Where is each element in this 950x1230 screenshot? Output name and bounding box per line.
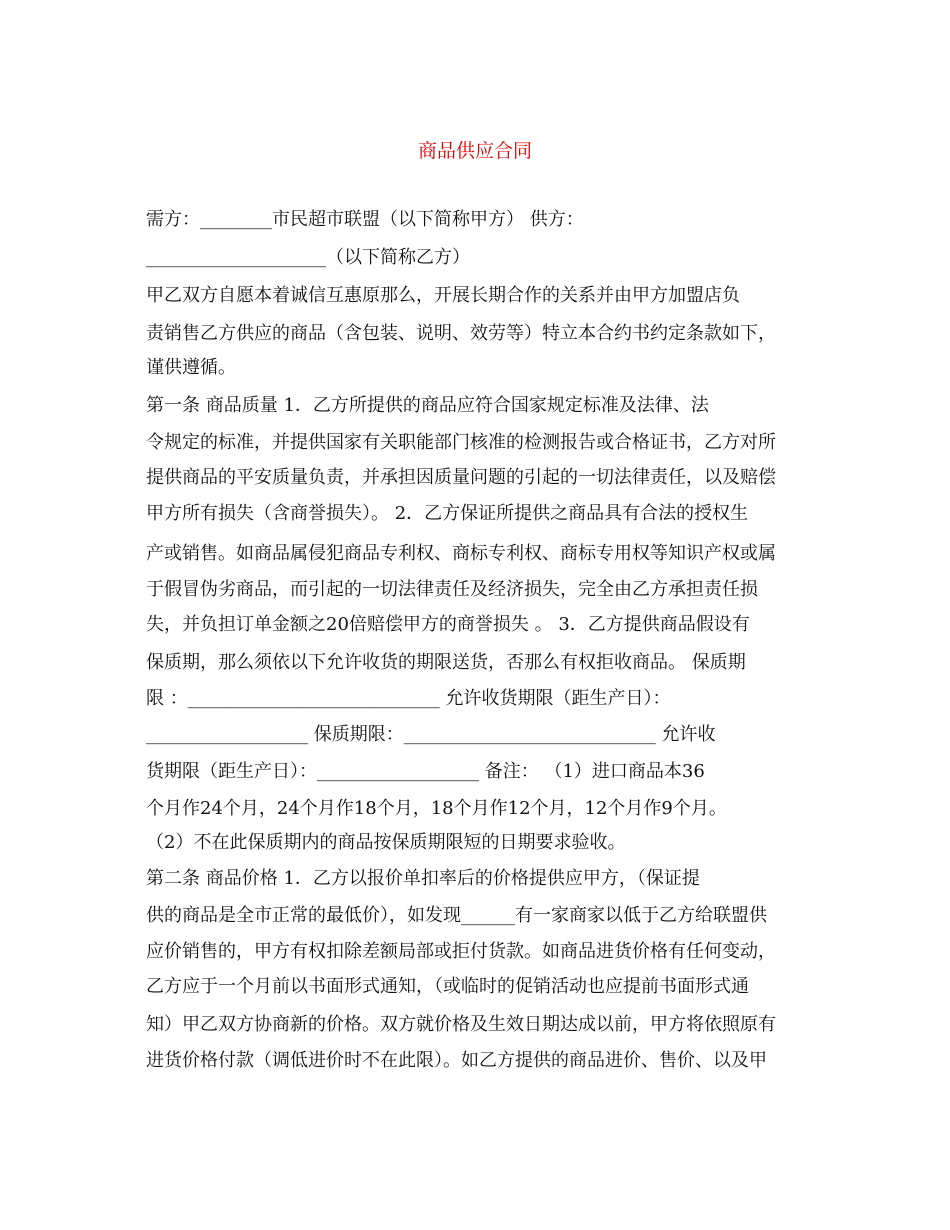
body-line: 保质期，那么须依以下允许收货的期限送货，否那么有权拒收商品。 保质期 (146, 652, 746, 673)
body-line: 供的商品是全市正常的最低价），如发现______有一家商家以低于乙方给联盟供 (146, 905, 767, 926)
body-line: 令规定的标准，并提供国家有关职能部门核准的检测报告或合格证书，乙方对所 (146, 432, 776, 453)
body-line: 应价销售的，甲方有权扣除差额局部或拒付货款。如商品进货价格有任何变动， (146, 941, 776, 962)
body-line: 提供商品的平安质量负责，并承担因质量问题的引起的一切法律责任，以及赔偿 (146, 467, 776, 488)
body-line: 货期限（距生产日）：__________________ 备注： （1）进口商品本36 (146, 761, 705, 782)
body-line: 乙方应于一个月前以书面形式通知，（或临时的促销活动也应提前书面形式通 (146, 976, 749, 997)
document-title: 商品供应合同 (417, 140, 532, 162)
body-line: 限 ：____________________________ 允许收货期限（距生产日）： (146, 688, 671, 709)
body-line: 进货价格付款（调低进价时不在此限）。如乙方提供的商品进价、售价、以及甲 (146, 1050, 767, 1071)
body-line: 第二条 商品价格 1．乙方以报价单扣率后的价格提供应甲方，（保证提 (146, 868, 700, 889)
body-line: 谨供遵循。 (146, 357, 236, 378)
body-line: （2）不在此保质期内的商品按保质期限短的日期要求验收。 (146, 832, 626, 853)
body-line: 第一条 商品质量 1．乙方所提供的商品应符合国家规定标准及法律、法 (146, 395, 709, 416)
body-line: ____________________（以下简称乙方） (146, 247, 470, 268)
body-line: 责销售乙方供应的商品（含包装、说明、效劳等）特立本合约书约定条款如下， (146, 323, 776, 344)
body-line: 于假冒伪劣商品，而引起的一切法律责任及经济损失，完全由乙方承担责任损 (146, 579, 758, 600)
body-line: 个月作24个月，24个月作18个月，18个月作12个月，12个月作9个月。 (146, 798, 727, 819)
body-line: 甲方所有损失（含商誉损失）。 2．乙方保证所提供之商品具有合法的授权生 (146, 503, 749, 524)
body-line: 知）甲乙双方协商新的价格。双方就价格及生效日期达成以前，甲方将依照原有 (146, 1014, 776, 1035)
body-line: 失，并负担订单金额之20倍赔偿甲方的商誉损失 。 3．乙方提供商品假设有 (146, 614, 750, 635)
body-line: 产或销售。如商品属侵犯商品专利权、商标专利权、商标专用权等知识产权或属 (146, 543, 776, 564)
body-line: 需方：________市民超市联盟（以下简称甲方） 供方： (146, 209, 584, 230)
body-line: __________________ 保质期限：____________________________ 允许收 (146, 724, 716, 745)
body-line: 甲乙双方自愿本着诚信互惠原那么，开展长期合作的关系并由甲方加盟店负 (146, 285, 740, 306)
